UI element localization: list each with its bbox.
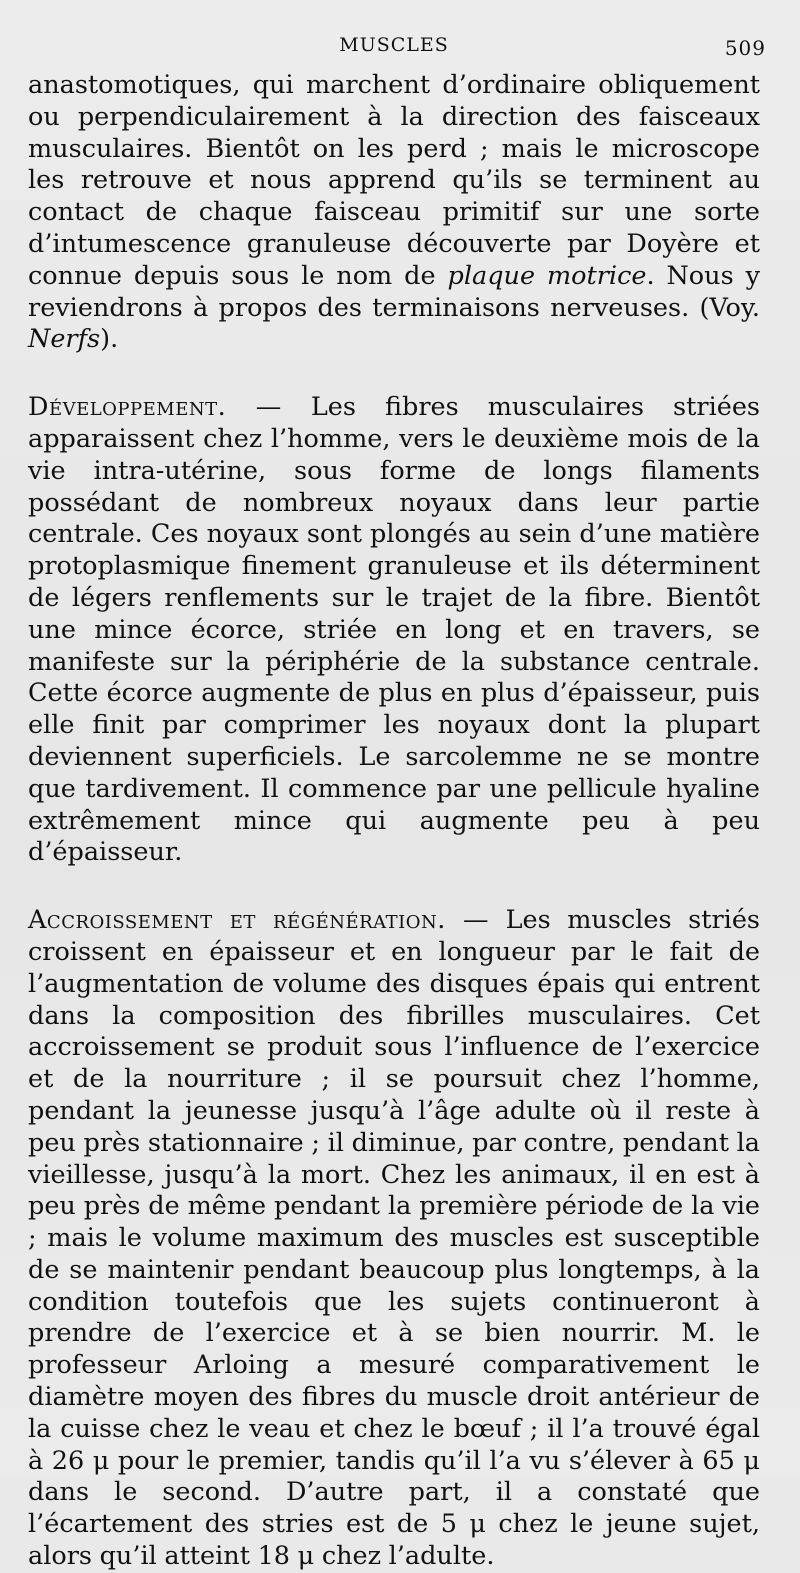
term-plaque-motrice: plaque motrice xyxy=(447,260,647,291)
paragraph-text: Les muscles striés croissent en épaisseur et en longueur par le fait de l’augmentation de volume des disques épais qui entrent dans la composition des fibrilles musculaires. Cet accroissement se produit sous l’influence de l’exercice et de la nourriture ; il se poursuit chez l’homme, pendant la jeunesse jusqu’à l’âge adulte où il reste à peu près stationnaire ; il diminue, par contre, pendant la vieillesse, jusqu’à la mort. Chez les animaux, il en est à peu près de même pendant la première période de la vie ; mais le volume maximum des muscles est susceptible de se maintenir pendant beaucoup plus longtemps, à la condition toutefois que les sujets continueront à prendre de l’exercice et à se bien nourrir. M. le professeur Arloing a mesuré comparativement le diamètre moyen des fibres du muscle droit antérieur de la cuisse chez le veau et chez le bœuf ; il l’a trouvé égal à 26 μ pour le premier, tandis qu’il l’a vu s’élever à 65 μ dans le second. D’autre part, il a constaté que l’écartement des stries est de 5 μ chez le jeune sujet, alors qu’il atteint 18 μ chez l’adulte. xyxy=(28,905,760,1572)
cross-reference-nerfs: Nerfs xyxy=(28,324,101,355)
section-heading-accroissement: Accroissement et régénération. — xyxy=(28,905,489,936)
running-head xyxy=(28,30,766,66)
paragraph-nerve-endings xyxy=(28,70,760,356)
section-heading-developpement: Développement. — xyxy=(28,392,282,423)
paragraph-text: ). xyxy=(100,324,119,355)
running-head-title: MUSCLES xyxy=(339,34,449,56)
paragraph-text: anastomotiques, qui marchent d’ordinaire obliquement ou perpendiculairement à la direction des faisceaux musculaires. Bientôt on les perd ; mais le microscope les retrouve et nous apprend qu’ils se terminent au contact de chaque faisceau primitif sur une sorte d’intumescence granuleuse découverte par Doyère et connue depuis sous le nom de xyxy=(28,70,760,291)
paragraph-accroissement xyxy=(28,905,760,1573)
page-number: 509 xyxy=(724,36,766,60)
paragraph-developpement xyxy=(28,392,760,869)
paragraph-text: . Nous y reviendrons à propos des terminaisons nerveuses. (Voy. xyxy=(28,260,761,323)
body-text xyxy=(28,70,760,1573)
paragraph-text: Les fibres musculaires striées apparaissent chez l’homme, vers le deuxième mois de la vie intra-utérine, sous forme de longs filaments possédant de nombreux noyaux dans leur partie centrale. Ces noyaux sont plongés au sein d’une matière protoplasmique finement granuleuse et ils déterminent de légers renflements sur le trajet de la fibre. Bientôt une mince écorce, striée en long et en travers, se manifeste sur la périphérie de la substance centrale. Cette écorce augmente de plus en plus d’épaisseur, puis elle finit par comprimer les noyaux dont la plupart deviennent superficiels. Le sarcolemme ne se montre que tardivement. Il commence par une pellicule hyaline extrêmement mince qui augmente peu à peu d’épaisseur. xyxy=(28,392,760,868)
